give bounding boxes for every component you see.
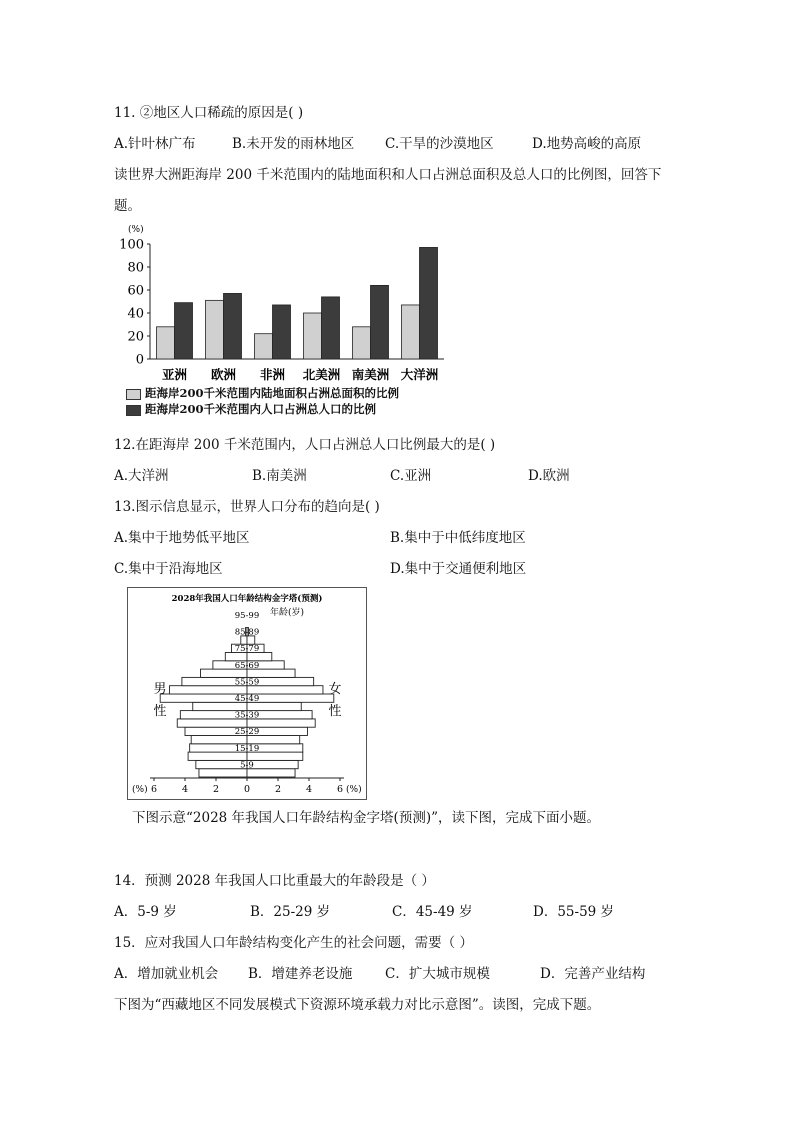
intro3: 下图为“西藏地区不同发展模式下资源环境承载力对比示意图”。读图，完成下题。 xyxy=(114,997,601,1013)
pyramid-caption: 下图示意“2028 年我国人口年龄结构金字塔(预测)”，读下图，完成下面小题。 xyxy=(132,810,600,826)
pyramid-male-label-1: 男 xyxy=(153,682,167,697)
pyramid-age-label: 55-59 xyxy=(234,677,260,688)
bar-pop-3 xyxy=(322,297,340,359)
bar-area-5 xyxy=(402,305,420,359)
pyramid-age-label: 45-49 xyxy=(234,694,260,704)
q12-stem: 12.在距海岸 200 千米范围内，人口占洲总人口比例最大的是( ) xyxy=(114,437,496,453)
q11-option-b: B.未开发的雨林地区 xyxy=(232,136,355,152)
legend-item-pop xyxy=(126,402,399,418)
intro1-line2: 题。 xyxy=(114,198,141,214)
bar-pop-1 xyxy=(224,293,242,359)
legend-label-pop: 距海岸200千米范围内人口占洲总人口的比例 xyxy=(145,402,377,416)
pyramid-bar-female-9 xyxy=(247,694,334,702)
q12-option-a: A.大洋洲 xyxy=(114,468,169,484)
q11-option-d: D.地势高峻的高原 xyxy=(532,136,642,152)
pyramid-title: 2028年我国人口年龄结构金字塔(预测) xyxy=(171,594,323,604)
bar-chart-ytick-label: 20 xyxy=(127,329,144,345)
pyramid-xunit-left: (%) xyxy=(132,785,148,795)
pyramid-bar-female-1 xyxy=(247,760,298,768)
q14-stem: 14．预测 2028 年我国人口比重最大的年龄段是（ ） xyxy=(114,873,435,889)
population-pyramid-chart xyxy=(128,588,366,799)
bar-chart-ytick-label: 80 xyxy=(127,260,144,276)
q14-option-a: A．5-9 岁 xyxy=(114,904,177,920)
pyramid-age-label: 75-79 xyxy=(234,644,260,655)
pyramid-bar-female-0 xyxy=(247,769,295,777)
q15-option-d: D．完善产业结构 xyxy=(540,966,646,982)
population-pyramid-figure xyxy=(127,587,367,800)
bar-chart-ytick-label: 60 xyxy=(127,283,144,299)
q13-option-c: C.集中于沿海地区 xyxy=(114,561,223,577)
legend-item-area xyxy=(126,386,399,402)
pyramid-age-label: 95-99 xyxy=(234,611,260,621)
bar-area-4 xyxy=(353,327,371,359)
bar-chart-ytick-label: 0 xyxy=(135,352,144,368)
q13-option-b: B.集中于中低纬度地区 xyxy=(390,530,526,546)
q12-option-c: C.亚洲 xyxy=(390,468,432,484)
bar-area-2 xyxy=(255,334,273,359)
pyramid-age-label: 65-69 xyxy=(234,660,260,671)
q12-option-b: B.南美洲 xyxy=(252,468,307,484)
bar-area-3 xyxy=(304,313,322,359)
pyramid-age-label: 35-39 xyxy=(234,710,260,721)
pyramid-age-label: 85-89 xyxy=(234,627,260,638)
pyramid-age-unit: 年龄(岁) xyxy=(270,608,305,618)
pyramid-female-label-1: 女 xyxy=(328,682,342,697)
pyramid-age-label: 25-29 xyxy=(234,727,260,738)
bar-chart-ytick-label: 100 xyxy=(119,237,144,253)
q14-option-d: D．55-59 岁 xyxy=(533,904,615,920)
pyramid-age-label: 15-19 xyxy=(234,743,260,754)
bar-area-1 xyxy=(206,300,224,359)
pyramid-xtick-label: 2 xyxy=(274,784,282,795)
bar-area-0 xyxy=(157,327,175,359)
legend-label-area: 距海岸200千米范围内陆地面积占洲总面积的比例 xyxy=(145,386,400,400)
bar-pop-5 xyxy=(420,247,438,359)
bar-chart-category-label: 北美洲 xyxy=(302,367,341,382)
bar-chart-legend xyxy=(126,386,399,418)
pyramid-xtick-label: 2 xyxy=(212,784,220,795)
bar-chart-ytick-label: 40 xyxy=(127,306,144,322)
bar-pop-4 xyxy=(371,285,389,359)
bar-pop-0 xyxy=(175,303,193,359)
q15-option-b: B．增建养老设施 xyxy=(248,966,353,982)
q15-option-c: C．扩大城市规模 xyxy=(385,966,490,982)
q14-option-b: B．25-29 岁 xyxy=(250,904,331,920)
pyramid-xtick-label: 6 xyxy=(336,784,344,795)
pyramid-xtick-label: 4 xyxy=(305,784,313,795)
bar-chart-ylabel: (%) xyxy=(128,225,144,235)
q14-option-c: C．45-49 岁 xyxy=(392,904,473,920)
bar-chart-category-label: 亚洲 xyxy=(161,367,188,382)
q11-option-a: A.针叶林广布 xyxy=(114,136,196,152)
q11-option-c: C.干旱的沙漠地区 xyxy=(385,136,494,152)
bar-pop-2 xyxy=(273,305,291,359)
pyramid-xunit-right: (%) xyxy=(346,785,362,795)
q13-option-a: A.集中于地势低平地区 xyxy=(114,530,250,546)
pyramid-xtick-label: 4 xyxy=(181,784,189,795)
pyramid-female-label-2: 性 xyxy=(328,704,342,719)
pyramid-xtick-label: 0 xyxy=(243,784,251,795)
q13-option-d: D.集中于交通便利地区 xyxy=(390,561,527,577)
bar-chart-category-label: 南美洲 xyxy=(351,367,390,382)
q15-option-a: A．增加就业机会 xyxy=(114,966,219,982)
legend-swatch-area xyxy=(126,389,141,400)
pyramid-male-label-2: 性 xyxy=(153,704,167,719)
bar-chart-category-label: 非洲 xyxy=(259,367,286,382)
q11-stem: 11. ②地区人口稀疏的原因是( ) xyxy=(114,105,304,121)
pyramid-age-label: 5-9 xyxy=(240,760,254,771)
q15-stem: 15．应对我国人口年龄结构变化产生的社会问题，需要（ ） xyxy=(114,935,473,951)
bar-chart-category-label: 欧洲 xyxy=(210,367,237,382)
intro1-line1: 读世界大洲距海岸 200 千米范围内的陆地面积和人口占洲总面积及总人口的比例图，回答下 xyxy=(114,167,662,183)
q13-stem: 13.图示信息显示，世界人口分布的趋向是( ) xyxy=(114,499,380,515)
pyramid-xtick-label: 6 xyxy=(150,784,158,795)
bar-chart-category-label: 大洋洲 xyxy=(400,367,439,382)
legend-swatch-pop xyxy=(126,405,141,416)
q12-option-d: D.欧洲 xyxy=(528,468,570,484)
